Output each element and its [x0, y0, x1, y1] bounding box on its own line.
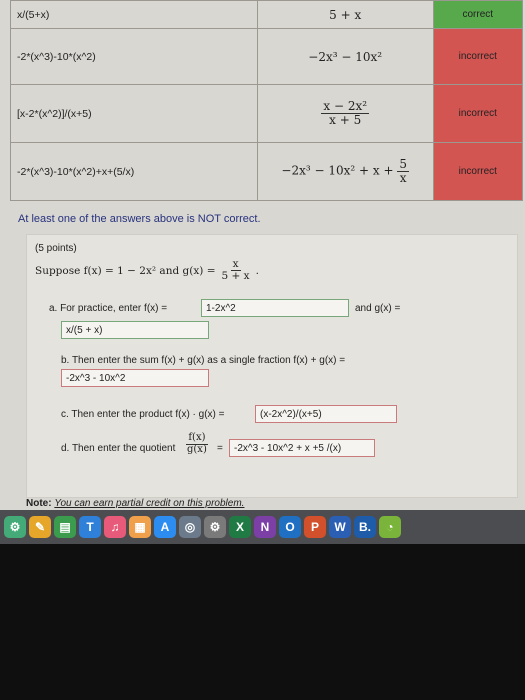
preview-expression: −2x³ − 10x² + x +: [281, 164, 394, 178]
preview-cell: [257, 85, 433, 143]
entered-cell: x/(5+x): [11, 1, 258, 29]
fraction-numerator: x − 2x²: [323, 99, 368, 114]
bbedit-icon[interactable]: B.: [354, 516, 376, 538]
problem-panel: [26, 234, 518, 498]
result-row: [11, 143, 523, 201]
result-row: [11, 29, 523, 85]
g-fraction: [220, 259, 252, 282]
quotient-frac: [185, 433, 209, 455]
edit-icon[interactable]: ✎: [29, 516, 51, 538]
points-label: (5 points): [35, 243, 77, 254]
preview-cell: 5 + x: [257, 1, 433, 29]
status-cell-incorrect: incorrect: [433, 29, 522, 85]
keynote-icon[interactable]: T: [79, 516, 101, 538]
status-cell-correct: correct: [433, 1, 522, 29]
note-text: You can earn partial credit on this problem.: [54, 498, 245, 509]
entered-cell: -2*(x^3)-10*(x^2): [11, 29, 258, 85]
part-d-label: d. Then enter the quotient: [61, 443, 176, 454]
preview-icon[interactable]: ◎: [179, 516, 201, 538]
g-numerator: x: [232, 258, 239, 270]
wifi-icon[interactable]: ◔: [379, 516, 401, 538]
powerpoint-icon[interactable]: P: [304, 516, 326, 538]
onenote-icon[interactable]: N: [254, 516, 276, 538]
warning-message: At least one of the answers above is NOT correct.: [18, 213, 261, 225]
part-a-label: a. For practice, enter f(x) =: [49, 303, 168, 314]
result-row: [11, 85, 523, 143]
books-icon[interactable]: ▦: [129, 516, 151, 538]
f-answer-input[interactable]: 1-2x^2: [201, 299, 349, 317]
g-answer-input[interactable]: x/(5 + x): [61, 321, 209, 339]
suppose-text: Suppose f(x) = 1 − 2x² and g(x) =: [35, 264, 216, 277]
preview-fraction: [397, 158, 409, 184]
quotient-answer-input[interactable]: -2x^3 - 10x^2 + x +5 /(x): [229, 439, 375, 457]
fraction-numerator: 5: [399, 157, 407, 172]
status-cell-incorrect: incorrect: [433, 85, 522, 143]
note-label: Note:: [26, 498, 52, 509]
quotient-denominator: g(x): [187, 443, 207, 455]
part-b-label: b. Then enter the sum f(x) + g(x) as a single fraction f(x) + g(x) =: [61, 355, 346, 366]
part-c-label: c. Then enter the product f(x) · g(x) =: [61, 409, 225, 420]
outlook-icon[interactable]: O: [279, 516, 301, 538]
settings-icon[interactable]: ⚙: [204, 516, 226, 538]
laptop-bezel: [0, 544, 525, 700]
preview-fraction: [321, 100, 369, 126]
preview-cell: −2x³ − 10x²: [257, 29, 433, 85]
results-table: [10, 0, 523, 201]
word-icon[interactable]: W: [329, 516, 351, 538]
entered-cell: -2*(x^3)-10*(x^2)+x+(5/x): [11, 143, 258, 201]
entered-cell: [x-2*(x^2)]/(x+5): [11, 85, 258, 143]
status-cell-incorrect: incorrect: [433, 143, 522, 201]
quotient-fraction: [185, 433, 209, 455]
chart-icon[interactable]: ▤: [54, 516, 76, 538]
result-row: [11, 1, 523, 29]
preview-cell: [257, 143, 433, 201]
excel-icon[interactable]: X: [229, 516, 251, 538]
quotient-equals: =: [217, 443, 223, 454]
suppose-suffix: .: [255, 264, 259, 277]
g-denominator: 5 + x: [221, 270, 250, 283]
fraction-denominator: x + 5: [329, 113, 362, 127]
fraction-denominator: x: [399, 171, 407, 185]
app-store-icon[interactable]: A: [154, 516, 176, 538]
music-icon[interactable]: ♫: [104, 516, 126, 538]
quotient-numerator: f(x): [188, 432, 206, 443]
app-icon[interactable]: ⚙: [4, 516, 26, 538]
product-answer-input[interactable]: (x-2x^2)/(x+5): [255, 405, 397, 423]
part-a-and-label: and g(x) =: [355, 303, 401, 314]
problem-statement: [35, 259, 259, 282]
sum-answer-input[interactable]: -2x^3 - 10x^2: [61, 369, 209, 387]
partial-credit-note: [26, 498, 244, 509]
dock: [0, 510, 525, 544]
